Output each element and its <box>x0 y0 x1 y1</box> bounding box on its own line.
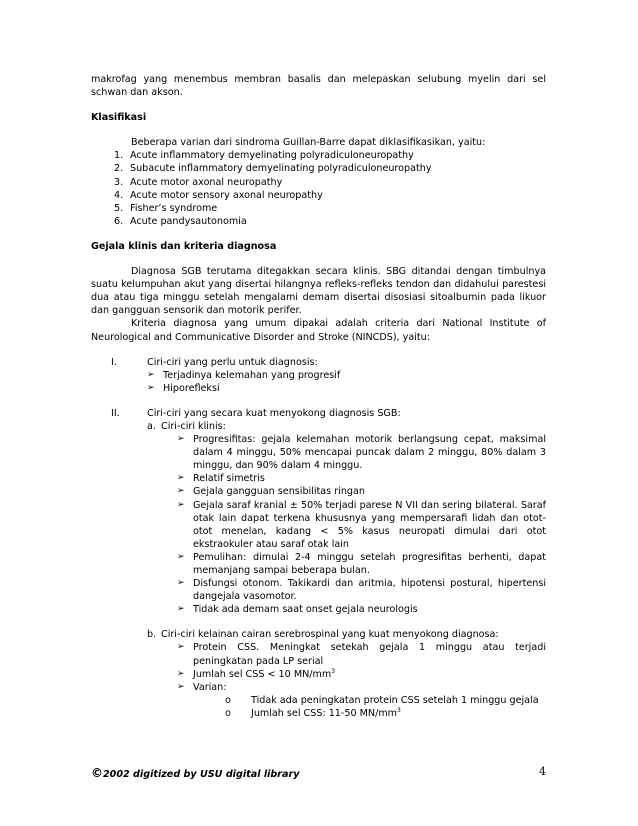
list-item <box>177 433 546 472</box>
list-item <box>91 202 546 215</box>
arrow-bullet-icon: ➢ <box>177 434 185 445</box>
arrow-bullet-icon: ➢ <box>177 642 185 653</box>
list-item <box>177 603 546 616</box>
arrow-bullet-icon: ➢ <box>177 668 185 679</box>
subsection-b <box>147 628 546 720</box>
list-text: Acute motor axonal neuropathy <box>130 176 283 188</box>
list-text: Tidak ada peningkatan protein CSS setelah 1 minggu gejala <box>251 694 539 706</box>
list-item <box>91 215 546 228</box>
list-number: 6. <box>114 215 124 227</box>
list-item <box>177 641 546 667</box>
gejala-paragraph-1: Diagnosa SGB terutama ditegakkan secara klinis. SBG ditandai dengan timbulnya suatu kelumpuhan akut yang disertai hilangnya refleks-refleks tendon dan didahului parestesi dua atau tiga minggu setelah mengalami demam disertai disosiasi sitoalbumin pada likuor dan gangguan sensorik dan motorik perifer. <box>91 266 546 317</box>
list-item <box>177 668 546 681</box>
list-item <box>91 149 546 162</box>
arrow-bullet-icon: ➢ <box>147 382 155 393</box>
list-item <box>147 369 546 382</box>
list-text: Protein CSS. Meningkat setekah gejala 1 minggu atau terjadi peningkatan pada LP serial <box>193 642 546 667</box>
list-text: Pemulihan: dimulai 2-4 minggu setelah progresifitas berhenti, dapat memanjang sampai beberapa bulan. <box>193 551 546 576</box>
copyright-icon: © <box>91 766 103 780</box>
section-title: Ciri-ciri yang perlu untuk diagnosis: <box>147 356 318 368</box>
arrow-bullet-icon: ➢ <box>177 604 185 615</box>
section-number: I. <box>111 356 117 368</box>
heading-klasifikasi: Klasifikasi <box>91 112 147 124</box>
arrow-bullet-icon: ➢ <box>177 499 185 510</box>
section-ii <box>91 407 546 720</box>
list-item <box>177 499 546 551</box>
subsection-a <box>147 420 546 616</box>
page-number: 4 <box>539 765 546 778</box>
page-content <box>91 73 546 720</box>
gejala-paragraph-2: Kriteria diagnosa yang umum dipakai adalah criteria dari National Institute of Neurological and Communicative Disorder and Stroke (NINCDS), yaitu: <box>91 318 546 343</box>
list-text: Terjadinya kelemahan yang progresif <box>163 369 341 381</box>
list-text: Progresifitas: gejala kelemahan motorik berlangsung cepat, maksimal dalam 4 minggu, 50% mencapai puncak dalam 2 minggu, 80% dalam 3 minggu, dan 90% dalam 4 minggu. <box>193 434 546 472</box>
list-number: 1. <box>114 150 124 162</box>
list-text: Acute motor sensory axonal neuropathy <box>130 189 323 201</box>
intro-paragraph: makrofag yang menembus membran basalis dan melepaskan selubung myelin dari sel schwan dan akson. <box>91 74 546 99</box>
list-item <box>177 485 546 498</box>
subsection-label: b. <box>147 629 157 641</box>
sub-list-item <box>225 707 546 720</box>
list-text: Gejala saraf kranial ± 50% terjadi parese N VII dan sering bilateral. Saraf otak lain dapat terkena khususnya yang mempersarafi lidah dan otot-otot menelan, kadang < 5% kasus neuropati dimulai dari otot ekstraokuler atau saraf otak lain <box>193 499 546 550</box>
list-text: Gejala gangguan sensibilitas ringan <box>193 486 365 498</box>
list-item <box>91 162 546 175</box>
list-text: Subacute inflammatory demyelinating polyradiculoneuropathy <box>130 163 432 175</box>
list-text: Jumlah sel CSS: 11-50 MN/mm <box>251 707 398 719</box>
arrow-bullet-icon: ➢ <box>177 551 185 562</box>
superscript: 3 <box>397 706 401 714</box>
list-text: Disfungsi otonom. Takikardi dan aritmia, hipotensi postural, hipertensi dangejala vasomotor. <box>193 578 546 603</box>
klasifikasi-list <box>91 149 546 228</box>
klasifikasi-lead: Beberapa varian dari sindroma Guillan-Barre dapat diklasifikasikan, yaitu: <box>131 137 486 149</box>
heading-gejala: Gejala klinis dan kriteria diagnosa <box>91 240 277 252</box>
list-text: Fisher’s syndrome <box>130 202 218 214</box>
section-i <box>91 356 546 395</box>
list-text: Jumlah sel CSS < 10 MN/mm <box>193 668 332 680</box>
circle-bullet-icon: o <box>225 694 231 706</box>
arrow-bullet-icon: ➢ <box>177 473 185 484</box>
circle-bullet-icon: o <box>225 707 231 719</box>
arrow-bullet-icon: ➢ <box>177 578 185 589</box>
list-text: Varian: <box>193 681 227 693</box>
footer-label: 2002 digitized by USU digital library <box>103 769 300 780</box>
list-item <box>177 472 546 485</box>
list-text: Relatif simetris <box>193 473 265 485</box>
arrow-bullet-icon: ➢ <box>177 681 185 692</box>
list-item <box>91 176 546 189</box>
list-item <box>91 189 546 202</box>
list-text: Tidak ada demam saat onset gejala neurologis <box>193 604 418 616</box>
subsection-title: Ciri-ciri klinis: <box>161 420 226 432</box>
list-text: Acute pandysautonomia <box>130 215 247 227</box>
list-text: Hiporefleksi <box>163 382 220 394</box>
list-number: 5. <box>114 202 124 214</box>
subsection-label: a. <box>147 420 156 432</box>
subsection-title: Ciri-ciri kelainan cairan serebrospinal yang kuat menyokong diagnosa: <box>161 629 499 641</box>
superscript: 3 <box>331 667 336 675</box>
arrow-bullet-icon: ➢ <box>177 486 185 497</box>
list-item <box>147 382 546 395</box>
sub-list-item <box>225 694 546 707</box>
list-text: Acute inflammatory demyelinating polyradiculoneuropathy <box>130 150 414 162</box>
section-title: Ciri-ciri yang secara kuat menyokong diagnosis SGB: <box>147 407 401 419</box>
list-item <box>177 551 546 577</box>
list-item <box>177 577 546 603</box>
footer-text <box>91 766 299 780</box>
arrow-bullet-icon: ➢ <box>147 369 155 380</box>
page-footer <box>91 766 546 782</box>
section-number: II. <box>111 407 120 419</box>
list-item <box>177 681 546 694</box>
list-number: 2. <box>114 163 124 175</box>
list-number: 3. <box>114 176 124 188</box>
list-number: 4. <box>114 189 124 201</box>
